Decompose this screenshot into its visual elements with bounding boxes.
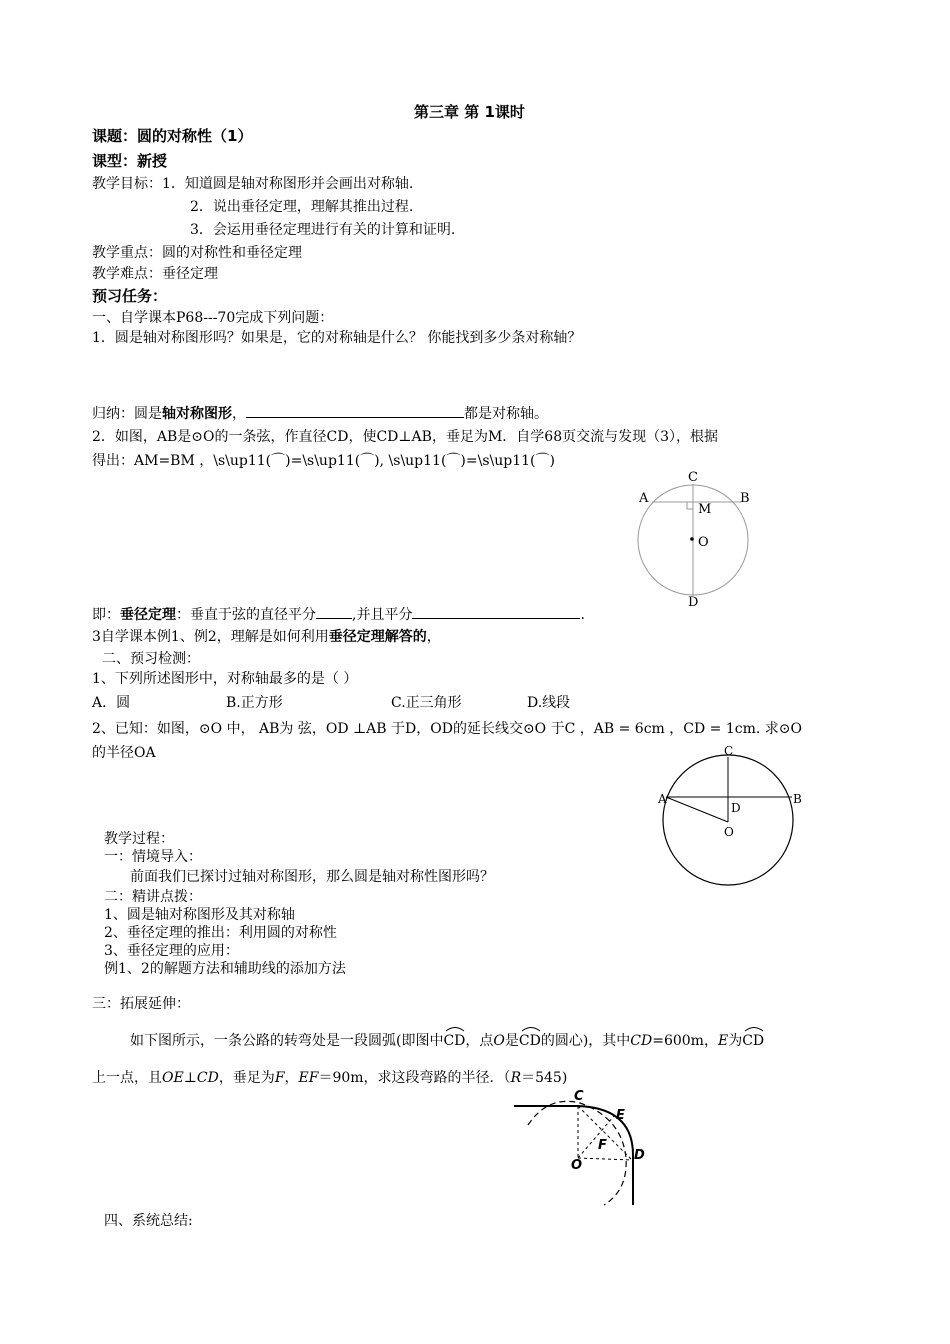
- fig1-label-b: B: [740, 491, 750, 506]
- blank-line[interactable]: [412, 604, 580, 619]
- process-heading: 教学过程：: [104, 831, 174, 847]
- self-study-line: 一、自学课本P68---70完成下列问题：: [92, 310, 334, 326]
- check-question-1: 1、下列所述图形中，对称轴最多的是（ ）: [92, 671, 358, 687]
- page-title: 第三章 第 1课时: [414, 103, 525, 121]
- topic-label: 课题：圆的对称性（1）: [92, 127, 253, 145]
- fig3-label-o: O: [571, 1158, 583, 1173]
- arc-cd: CD: [742, 1033, 764, 1049]
- fig2-label-a: A: [658, 792, 667, 806]
- option-d: D.线段: [527, 695, 571, 711]
- process-point-4: 例1、2的解题方法和辅助线的添加方法: [104, 961, 346, 977]
- preview-heading: 预习任务：: [92, 287, 168, 305]
- key-point: 教学重点：圆的对称性和垂径定理: [92, 245, 302, 261]
- fig3-label-c: C: [574, 1089, 584, 1104]
- theorem-line: 即：垂径定理：垂直于弦的直径平分 ,并且平分 .: [92, 604, 585, 624]
- center-point: [690, 537, 694, 541]
- process-step-2: 二：精讲点拨：: [104, 889, 202, 905]
- dashed-arc: [528, 1101, 626, 1205]
- extend-line-1: 如下图所示，一条公路的转弯处是一段圆弧(即图中CD ，点O是CD 的圆心)，其中CD=600m，E为CD: [130, 1032, 764, 1050]
- road-curve-figure: [505, 1095, 655, 1210]
- fig1-label-m: M: [698, 502, 712, 517]
- lesson-type: 课型：新授: [92, 152, 168, 170]
- radius-oa: [666, 797, 728, 822]
- fig1-label-d: D: [688, 595, 699, 610]
- process-point-2: 2、垂径定理的推出：利用圆的对称性: [104, 925, 337, 941]
- option-a: A．圆: [92, 695, 131, 711]
- process-point-3: 3、垂径定理的应用：: [104, 943, 239, 959]
- process-point-1: 1、圆是轴对称图形及其对称轴: [104, 907, 295, 923]
- extend-line-2: 上一点，且OE⊥CD，垂足为F，EF＝90m，求这段弯路的半径．（R＝545): [92, 1070, 568, 1086]
- option-c: C.正三角形: [391, 695, 462, 711]
- arc-cd: CD: [443, 1033, 465, 1049]
- question-2-line-2: 得出：AM=BM ，\s\up11(⌒)=\s\up11(⌒), \s\up11(⌒)=\s\up11(⌒): [92, 453, 555, 469]
- arc-cd: CD: [519, 1033, 541, 1049]
- fig3-label-d: D: [634, 1148, 645, 1163]
- fig1-label-a: A: [639, 491, 649, 506]
- option-b: B.正方形: [226, 695, 283, 711]
- check-question-2-line-2: 的半径OA: [92, 745, 156, 761]
- fig2-label-b: B: [793, 792, 802, 806]
- check-heading: 二、预习检测：: [102, 651, 200, 667]
- fig1-label-c: C: [688, 470, 698, 485]
- question-3: 3自学课本例1、例2，理解是如何利用垂径定理解答的，: [92, 629, 441, 645]
- fig1-label-o: O: [698, 535, 709, 550]
- process-step-1-text: 前面我们已探讨过轴对称图形，那么圆是轴对称性图形吗？: [130, 869, 494, 885]
- fig2-label-o: O: [724, 825, 734, 839]
- circle-figure-2: [655, 755, 815, 895]
- goal-1: 教学目标：1．知道圆是轴对称图形并会画出对称轴.: [92, 176, 414, 192]
- blank-line[interactable]: [316, 604, 352, 619]
- summary-line: 归纳：圆是轴对称图形， 都是对称轴。: [92, 403, 548, 423]
- right-angle-mark: [687, 502, 693, 509]
- blank-line[interactable]: [246, 403, 464, 418]
- fig2-label-d: D: [731, 801, 741, 815]
- question-2-line-1: 2．如图，AB是⊙O的一条弦，作直径CD，使CD⊥AB，垂足为M．自学68页交流与发现（3），根据: [92, 429, 719, 445]
- question-1: 1．圆是轴对称图形吗？如果是，它的对称轴是什么？ 你能找到多少条对称轴？: [92, 330, 582, 346]
- difficulty: 教学难点：垂径定理: [92, 266, 218, 282]
- extend-heading: 三：拓展延伸：: [92, 996, 190, 1012]
- process-step-1: 一：情境导入：: [104, 849, 202, 865]
- fig2-label-c: C: [724, 744, 734, 758]
- fig3-label-f: F: [598, 1138, 607, 1153]
- fig3-label-e: E: [616, 1108, 625, 1123]
- goal-2: 2．说出垂径定理，理解其推出过程.: [190, 199, 414, 215]
- check-question-2-line-1: 2、已知：如图，⊙O 中， AB为 弦，OD ⊥AB 于D，OD的延长线交⊙O 于C ，AB = 6cm ，CD = 1cm. 求⊙O: [92, 721, 802, 737]
- goal-3: 3．会运用垂径定理进行有关的计算和证明.: [190, 222, 456, 238]
- summary-heading: 四、系统总结:: [104, 1213, 193, 1229]
